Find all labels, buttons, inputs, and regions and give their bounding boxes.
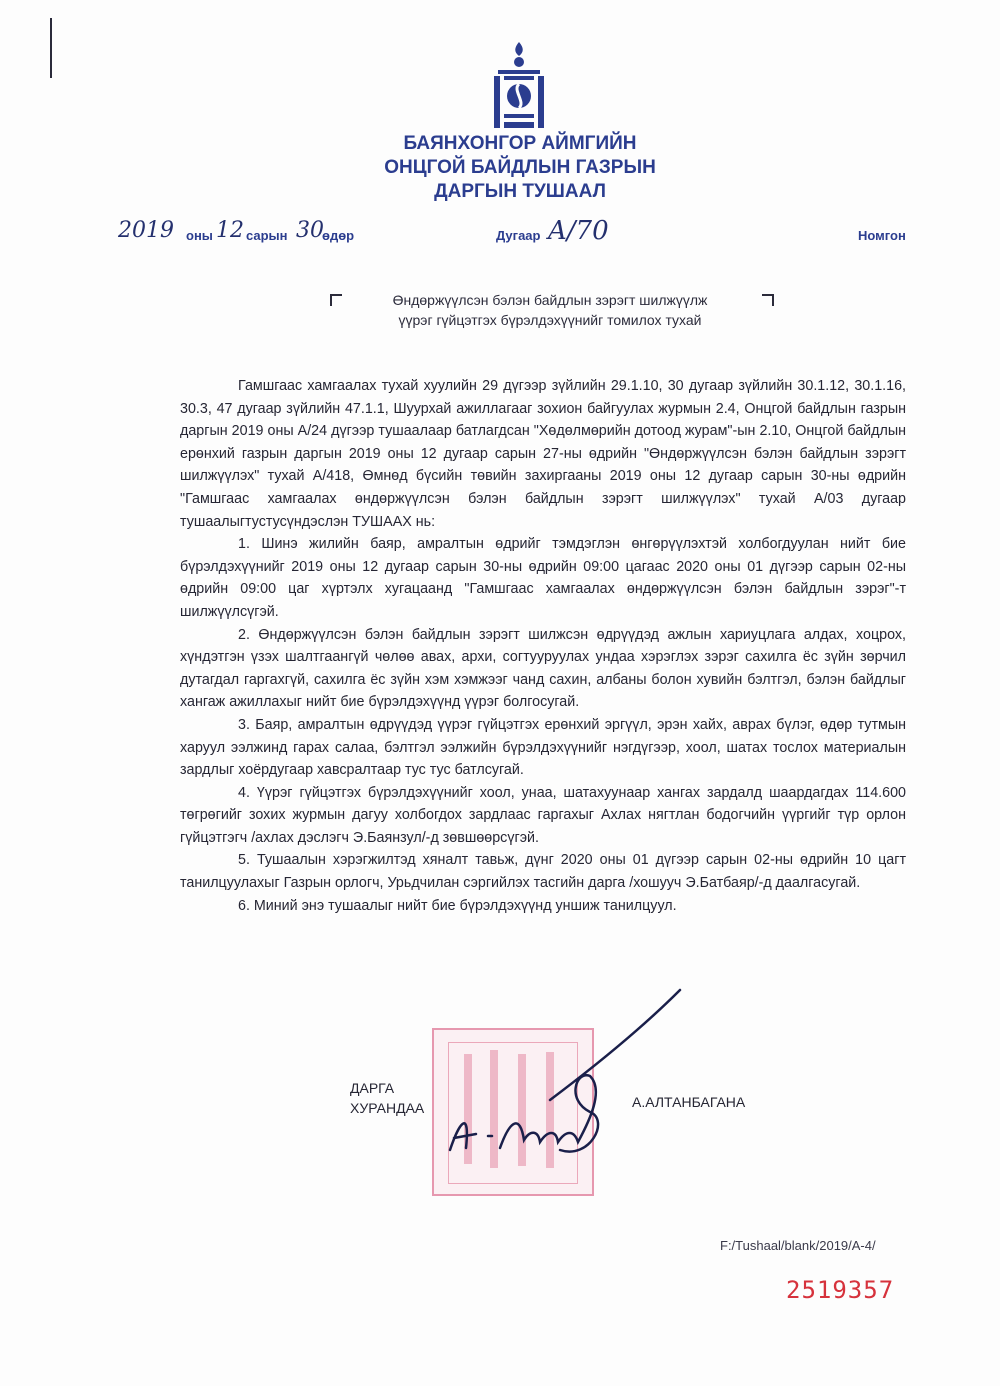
order-day: 30 (296, 218, 324, 243)
order-number: A/70 (548, 216, 609, 246)
issuer-line-1: БАЯНХОНГОР АЙМГИЙН (403, 133, 637, 154)
subject-line-1: Өндөржүүлсэн бэлэн байдлын зэрэгт шилжүүлж (392, 292, 708, 308)
file-path: F:/Tushaal/blank/2019/A-4/ (720, 1238, 876, 1253)
body-item-3: 3. Баяр, амралтын өдрүүдэд үүрэг гүйцэтгэх ерөнхий эргүүл, эрэн хайх, аврах бүлэг, өдөр тутмын харуул ээлжинд гарах салаа, бэлтгэл ээлжийн бүрэлдэхүүнийг нэгдүгээр, хоол, шатах тослох материалын зардлыг хоёрдугаар хавсралтаар тус тус батлсугай. (180, 716, 906, 779)
signatory-position: ДАРГА (350, 1080, 395, 1096)
subject-bracket-right (762, 294, 774, 306)
body-item-2: 2. Өндөржүүлсэн бэлэн байдлын зэрэгт шилжсэн өдрүүдэд ажлын хариуцлага алдах, хоцрох, хүндэтгэн үзэх шалтгаангүй чөлөө авах, архи, согтууруулах ундаа хэрэглэх зэрэг сахилга ёс зүйн зөрчил дутагдал гаргахгүй, сахилга ёс зүйн хэм хэмжээг чанд сахин, албаны болон хувийн бэлтгэл, бэлэн байдлыг хангаж ажиллахыг нийт бие бүрэлдэхүүнд үүрэг болгосугай. (180, 626, 906, 711)
order-body (180, 375, 906, 917)
body-intro: Гамшгаас хамгаалах тухай хуулийн 29 дүгээр зүйлийн 29.1.10, 30 дугаар зүйлийн 30.1.12, 30.1.16, 30.3, 47 дугаар зүйлийн 47.1.1, Шуурхай ажиллагааг зохион байгуулах журмын 2.4, Онцгой байдлын газрын даргын 2019 оны А/24 дүгээр тушаалаар батлагдсан "Хөдөлмөрийн дотоод журам"-ын 2.10, Онцгой байдлын ерөнхий газрын даргын 2019 оны 12 дугаар сарын 27-ны өдрийн "Өндөржүүлсэн бэлэн байдлын зэрэгт шилжүүлэх" тухай А/418, Өмнөд бүсийн төвийн захиргааны 2019 оны 12 дугаар сарын 30-ны өдрийн "Гамшгаас хамгаалах өндөржүүлсэн бэлэн байдлын зэрэгт шилжүүлэх" тухай А/03 дугаар тушаалыгтустусүндэслэн ТУШААХ нь: (180, 378, 906, 530)
margin-mark (50, 18, 52, 78)
signatory-title (350, 1078, 424, 1118)
soyombo-emblem-icon (490, 40, 548, 132)
order-year-label: оны (186, 228, 213, 243)
order-number-label: Дугаар (496, 228, 541, 243)
order-month: 12 (216, 218, 244, 243)
order-subject (340, 290, 760, 330)
body-item-4: 4. Үүрэг гүйцэтгэх бүрэлдэхүүнийг хоол, унаа, шатахуунаар хангах зардалд шаардагдах 114.600 төгрөгийг зохих журмын дагуу холбогдох зардлаас гаргахыг Ахлах нягтлан бодогчийн үүргийг түр орлон гүйцэтгэгч /ахлах дэслэгч Э.Баянзул/-д зөвшөөрсүгэй. (180, 784, 906, 846)
order-month-label: сарын (246, 228, 288, 243)
body-item-1: 1. Шинэ жилийн баяр, амралтын өдрийг тэмдэглэн өнгөрүүлэхтэй холбогдуулан нийт бие бүрэлдэхүүнийг 2019 оны 12 дугаар сарын 30-ны өдрийн 09:00 цагаас 2020 оны 01 дүгээр сарын 02-ны өдрийн 09:00 цаг хүртэлх хугацаанд "Гамшгаас хамгаалах өндөржүүлсэн бэлэн байдлын зэрэг"-т шилжүүлсүгэй. (180, 536, 906, 620)
issuer-title (330, 132, 710, 204)
order-day-label: өдөр (322, 228, 355, 243)
issuer-line-3: ДАРГЫН ТУШААЛ (434, 181, 606, 202)
handwritten-signature (440, 980, 740, 1180)
signatory-rank: ХУРАНДАА (350, 1100, 425, 1116)
body-item-6: 6. Миний энэ тушаалыг нийт бие бүрэлдэхүүнд уншиж танилцуул. (238, 897, 677, 914)
issuer-line-2: ОНЦГОЙ БАЙДЛЫН ГАЗРЫН (384, 157, 656, 178)
signatory-name: А.АЛТАНБАГАНА (632, 1094, 746, 1110)
subject-line-2: үүрэг гүйцэтгэх бүрэлдэхүүнийг томилох тухай (398, 312, 702, 328)
order-year: 2019 (118, 218, 174, 243)
order-place: Номгон (858, 228, 906, 243)
order-meta-row (0, 216, 1000, 250)
body-item-5: 5. Тушаалын хэрэгжилтэд хяналт тавьж, дүнг 2020 оны 01 дүгээр сарын 02-ны өдрийн 10 цагт танилцуулахыг Газрын орлогч, Урьдчилан сэргийлэх тасгийн дарга /хошууч Э.Батбаяр/-д даалгасугай. (180, 852, 906, 892)
serial-number: 2519357 (786, 1276, 895, 1304)
